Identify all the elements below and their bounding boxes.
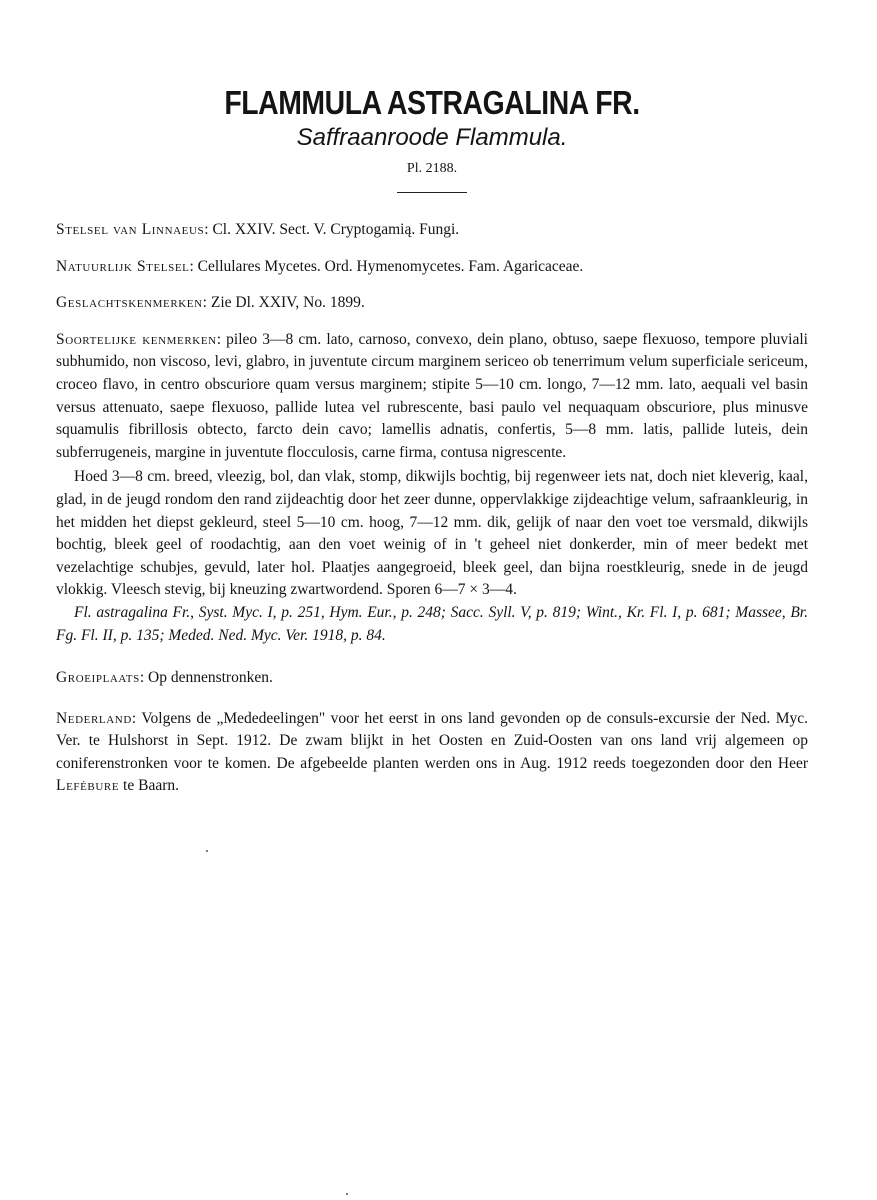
netherlands-text-end: te Baarn. bbox=[123, 777, 179, 795]
species-label: Soortelijke kenmerken bbox=[56, 330, 217, 348]
species-latin-text: pileo 3—8 cm. lato, carnoso, convexo, dein plano, obtuso, saepe flexuoso, tempore pluviali subhumido, non viscoso, levi, glabro, in juventute circum marginem sericeo ob tenerrimum velum superficiale sericeum, croceo flavo, in centro obscuriore quam versus marginem; stipite 5—10 cm. longo, 7—12 mm. lato, aequali vel basin versus attenuato, saepe flexuoso, pallide lutea vel rubrescente, basi paulo vel nequaquam obscuriore, plus minusve squamulis fibrillosis obtecto, farcto dein cavo; lamellis adnatis, confertis, 5—8 mm. latis, pallide luteis, dein subferrugeneis, margine in juventute flocculosis, carne firma, contusa nigrescente. bbox=[56, 330, 808, 461]
genus-line: Geslachtskenmerken: Zie Dl. XXIV, No. 1899. bbox=[56, 294, 365, 312]
natural-system-label: Natuurlijk Stelsel bbox=[56, 257, 190, 275]
netherlands-paragraph: Nederland: Volgens de „Mededeelingen" voor het eerst in ons land gevonden op de consuls-excursie der Ned. Myc. Ver. te Hulshorst in Sept. 1912. De zwam blijkt in het Oosten en Zuid-Oosten van ons land vrij algemeen op coniferenstronken voor te komen. De afgebeelde planten werden ons in Aug. 1912 reeds toegezonden door den Heer Lefébure te Baarn. bbox=[56, 709, 809, 795]
genus-text: Zie Dl. XXIV, No. 1899. bbox=[210, 294, 365, 312]
collector-name: Lefébure bbox=[56, 777, 120, 795]
linnaeus-line: Stelsel van Linnaeus: Cl. XXIV. Sect. V. Cryptogamią. Fungi. bbox=[56, 221, 460, 238]
speck-mark bbox=[206, 850, 208, 852]
document-page bbox=[56, 84, 808, 798]
linnaeus-text: Cl. XXIV. Sect. V. Cryptogamią. Fungi. bbox=[212, 221, 460, 238]
title-divider bbox=[397, 192, 467, 193]
page-title: FLAMMULA ASTRAGALINA FR. bbox=[224, 84, 640, 121]
habitat-text: Op dennenstronken. bbox=[148, 669, 273, 687]
habitat-label: Groeiplaats bbox=[56, 669, 140, 687]
species-latin-paragraph: Soortelijke kenmerken: pileo 3—8 cm. lato, carnoso, convexo, dein plano, obtuso, saepe flexuoso, tempore pluviali subhumido, non viscoso, levi, glabro, in juventute circum marginem sericeo ob tenerrimum velum superficiale sericeum, croceo flavo, in centro obscuriore quam versus marginem; stipite 5—10 cm. longo, 7—12 mm. lato, aequali vel basin versus attenuato, saepe flexuoso, pallide lutea vel rubrescente, basi paulo vel nequaquam obscuriore, plus minusve squamulis fibrillosis obtecto, farcto dein cavo; lamellis adnatis, confertis, 5—8 mm. latis, pallide luteis, dein subferrugeneis, margine in juventute flocculosis, carne firma, contusa nigrescente. bbox=[56, 330, 808, 461]
netherlands-text: Volgens de „Mededeelingen" voor het eerst in ons land gevonden op de consuls-excursie der Ned. Myc. Ver. te Hulshorst in Sept. 1912. De zwam blijkt in het Oosten en Zuid-Oosten van ons land vrij algemeen op coniferenstronken voor te komen. De afgebeelde planten werden ons in Aug. 1912 reeds toegezonden door den Heer bbox=[56, 709, 809, 772]
linnaeus-label: Stelsel van Linnaeus bbox=[56, 221, 205, 238]
netherlands-label: Nederland bbox=[56, 709, 132, 727]
references-paragraph: Fl. astragalina Fr., Syst. Myc. I, p. 251, Hym. Eur., p. 248; Sacc. Syll. V, p. 819; Wint., Kr. Fl. I, p. 681; Massee, Br. Fg. Fl. II, p. 135; Meded. Ned. Myc. Ver. 1918, p. 84. bbox=[56, 603, 808, 644]
plate-number: Pl. 2188. bbox=[406, 161, 458, 176]
speck-mark bbox=[346, 1193, 348, 1195]
page-subtitle: Saffraanroode Flammula. bbox=[296, 124, 568, 151]
natural-system-text: Cellulares Mycetes. Ord. Hymenomycetes. Fam. Agaricaceae. bbox=[197, 257, 584, 275]
natural-system-line: Natuurlijk Stelsel: Cellulares Mycetes. Ord. Hymenomycetes. Fam. Agaricaceae. bbox=[56, 257, 584, 275]
habitat-line: Groeiplaats: Op dennenstronken. bbox=[56, 669, 273, 687]
species-dutch-paragraph: Hoed 3—8 cm. breed, vleezig, bol, dan vlak, stomp, dikwijls bochtig, bij regenweer iets nat, doch niet kleverig, kaal, glad, in de jeugd rondom den rand zijdeachtig door het zeer dunne, oppervlakkige zijdeachtige velum, safraankleurig, in het midden het diepst gekleurd, steel 5—10 cm. hoog, 7—12 mm. dik, gelijk of naar den voet toe versmald, dikwijls bochtig, bleek geel of roodachtig, aan den voet weinig of in 't geheel niet donkerder, min of meer bedekt met vezelachtige schubjes, gevuld, later hol. Plaatjes aangegroeid, bleek geel, dan bijna roestkleurig, snede in de jeugd vlokkig. Vleesch stevig, bij kneuzing zwartwordend. Sporen 6—7 × 3—4. bbox=[56, 468, 808, 599]
genus-label: Geslachtskenmerken bbox=[56, 294, 203, 312]
